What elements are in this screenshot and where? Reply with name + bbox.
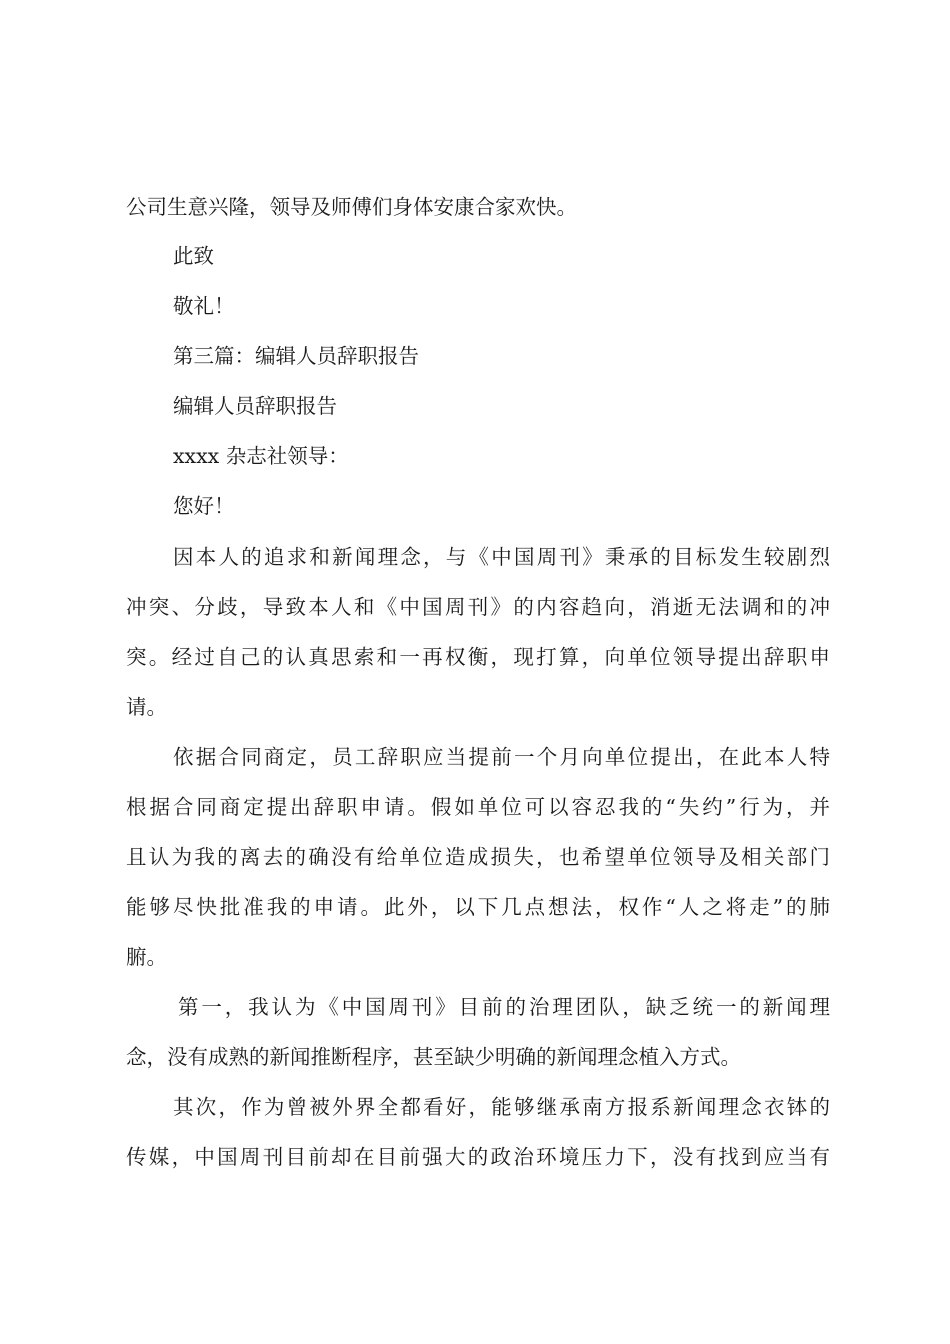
letter-addressee: xxxx 杂志社领导： [173, 444, 349, 468]
paragraph-3-line-2: 念，没有成熟的新闻推断程序，甚至缺少明确的新闻理念植入方式。 [126, 1045, 741, 1069]
paragraph-2-line-5: 腑。 [126, 945, 167, 969]
text-line-closing-wish: 公司生意兴隆，领导及师傅们身体安康合家欢快。 [126, 195, 577, 219]
paragraph-4-line-2: 传媒，中国周刊目前却在目前强大的政治环境压力下，没有找到应当有 [126, 1145, 830, 1169]
letter-title: 编辑人员辞职报告 [173, 394, 337, 418]
text-line-salutation-close: 此致 [173, 244, 214, 268]
paragraph-2-line-1: 依据合同商定，员工辞职应当提前一个月向单位提出，在此本人特 [173, 745, 830, 769]
paragraph-1-line-2: 冲突、分歧，导致本人和《中国周刊》的内容趋向，消逝无法调和的冲 [126, 595, 830, 619]
paragraph-3-line-1: 第一，我认为《中国周刊》目前的治理团队，缺乏统一的新闻理 [178, 995, 830, 1019]
paragraph-4-line-1: 其次，作为曾被外界全都看好，能够继承南方报系新闻理念衣钵的 [173, 1095, 830, 1119]
paragraph-2-line-4: 能够尽快批准我的申请。此外，以下几点想法，权作“人之将走”的肺 [126, 895, 830, 919]
paragraph-1-line-1: 因本人的追求和新闻理念，与《中国周刊》秉承的目标发生较剧烈 [173, 545, 830, 569]
paragraph-1-line-3: 突。经过自己的认真思索和一再权衡，现打算，向单位领导提出辞职申 [126, 645, 830, 669]
paragraph-1-line-4: 请。 [126, 695, 167, 719]
text-line-regards: 敬礼！ [173, 294, 235, 318]
paragraph-2-line-2: 根据合同商定提出辞职申请。假如单位可以容忍我的“失约”行为，并 [126, 795, 830, 819]
letter-greeting: 您好！ [173, 494, 235, 518]
section-heading: 第三篇：编辑人员辞职报告 [173, 344, 419, 368]
paragraph-2-line-3: 且认为我的离去的确没有给单位造成损失，也希望单位领导及相关部门 [126, 845, 830, 869]
